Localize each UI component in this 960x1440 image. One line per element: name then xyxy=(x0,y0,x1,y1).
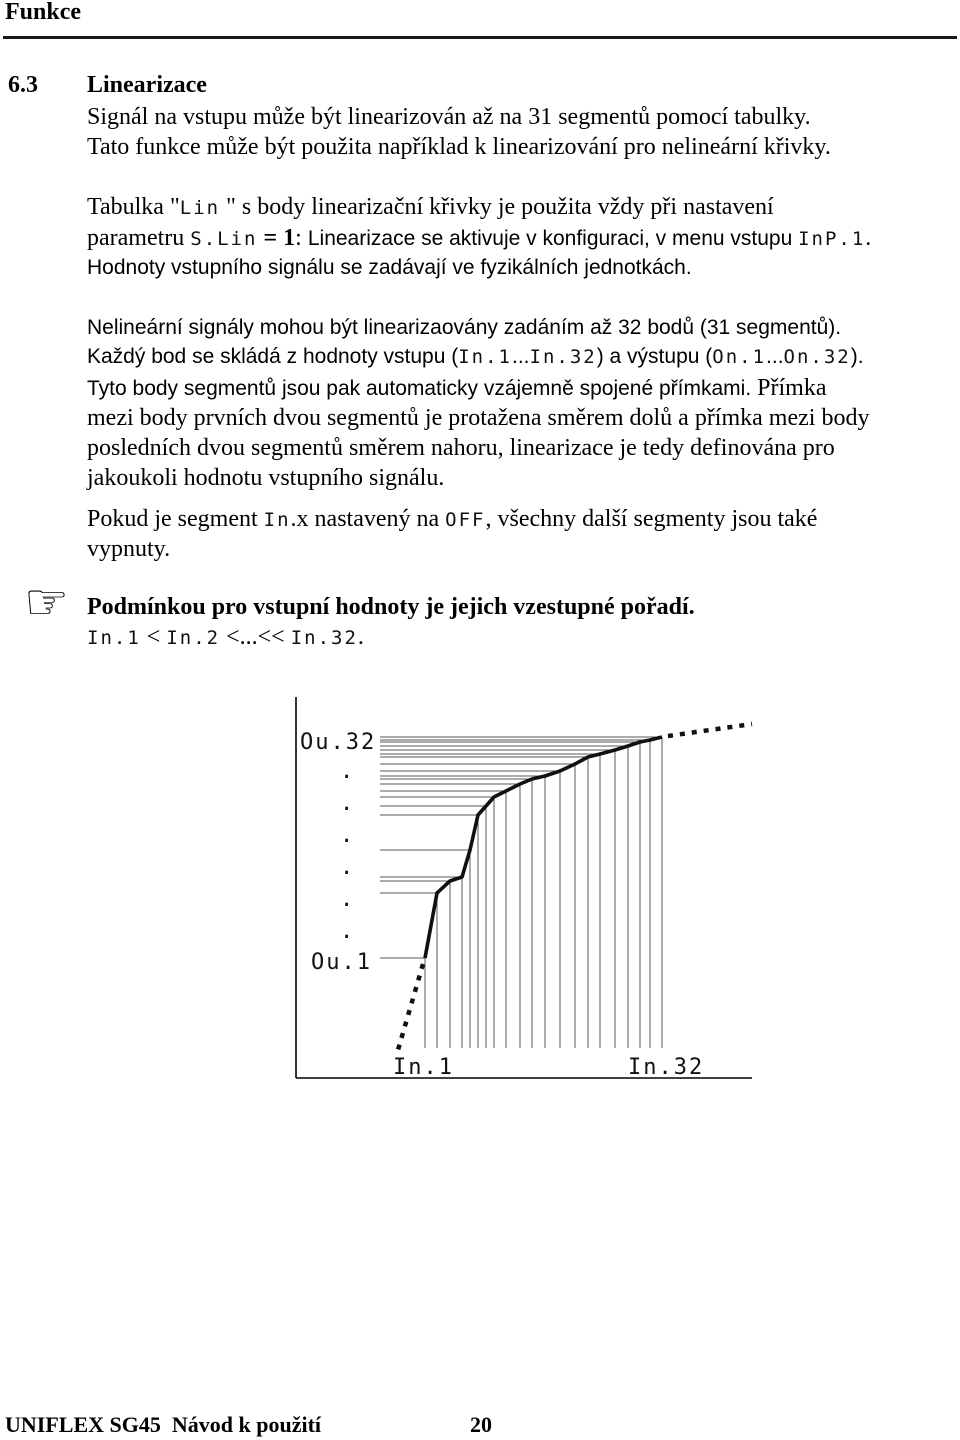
text-line: posledních dvou segmentů směrem nahoru, linearizace je tedy definována pro xyxy=(87,435,835,461)
plot-marks xyxy=(380,724,752,1050)
text-fragment: . xyxy=(357,624,364,650)
curve-extension-lower xyxy=(398,964,423,1050)
display-code: In.1 xyxy=(87,627,141,649)
text-fragment: ... xyxy=(766,345,784,368)
text-line: Nelineární signály mohou být linearizaovány zadáním až 32 bodů (31 segmentů). xyxy=(87,316,842,339)
y-label-dot: . xyxy=(340,791,356,816)
display-code: On.1 xyxy=(712,346,767,368)
y-label-dot: . xyxy=(340,855,356,880)
text-line: Signál na vstupu může být linearizován až na 31 segmentů pomocí tabulky. xyxy=(87,104,811,130)
display-code: In.2 xyxy=(166,627,221,649)
y-label-dot: . xyxy=(340,759,356,784)
y-label-top: Ou.32 xyxy=(300,730,377,755)
footer-page-number: 20 xyxy=(470,1412,492,1437)
display-code: S.Lin xyxy=(190,228,258,250)
text-fragment: .x nastavený na xyxy=(290,506,446,532)
text-fragment: . xyxy=(865,225,872,251)
x-label-first: In.1 xyxy=(393,1055,454,1080)
linearization-figure xyxy=(280,680,770,1090)
header-rule xyxy=(3,36,957,39)
display-code: In.32 xyxy=(290,627,358,649)
text-fragment: parametru xyxy=(87,225,191,251)
note-order-line xyxy=(87,622,364,653)
y-label-dot: . xyxy=(340,919,356,944)
text-fragment: Tyto body segmentů jsou pak automaticky vzájemně spojené přímkami. xyxy=(87,377,752,400)
text-fragment: , všechny další segmenty jsou také xyxy=(485,506,818,532)
display-code: Lin xyxy=(179,197,221,219)
text-fragment: ) a výstupu ( xyxy=(596,345,713,368)
text-fragment: ). xyxy=(850,345,864,368)
text-line: mezi body prvních dvou segmentů je protažena směrem dolů a přímka mezi body xyxy=(87,405,870,431)
text-line xyxy=(87,342,864,372)
y-label-dot: . xyxy=(340,823,356,848)
y-label-dot: . xyxy=(340,887,356,912)
y-label-bottom: Ou.1 xyxy=(311,950,372,975)
text-fragment: Tabulka " xyxy=(87,194,180,220)
display-code: InP.1 xyxy=(798,228,866,250)
text-line: vypnuty. xyxy=(87,536,171,562)
display-code: In xyxy=(263,509,291,531)
text-fragment: Každý bod se skládá z hodnoty vstupu ( xyxy=(87,345,459,368)
text-fragment: Pokud je segment xyxy=(87,506,264,532)
text-line: Tato funkce může být použita například k linearizování pro nelineární křivky. xyxy=(87,134,831,160)
display-code: In.32 xyxy=(529,346,597,368)
linearization-curve xyxy=(425,737,662,958)
text-fragment: Přímka xyxy=(751,375,827,401)
display-code: On.32 xyxy=(783,346,851,368)
text-line xyxy=(87,223,871,254)
note-text: Podmínkou pro vstupní hodnoty je jejich vzestupné pořadí. xyxy=(87,594,695,620)
text-fragment: Linearizace se aktivuje v konfiguraci, v menu vstupu xyxy=(307,227,799,250)
footer-manual-title: UNIFLEX SG45 Návod k použití xyxy=(5,1412,322,1437)
x-label-last: In.32 xyxy=(628,1055,705,1080)
page-header-title: Funkce xyxy=(5,0,82,25)
section-number: 6.3 xyxy=(8,72,38,98)
text-fragment: : xyxy=(295,225,308,251)
text-line xyxy=(87,192,774,223)
text-fragment: ... xyxy=(512,345,530,368)
text-fragment: <...<< xyxy=(220,624,291,650)
text-line xyxy=(87,504,817,535)
text-fragment: " s body linearizační křivky je použita vždy při nastavení xyxy=(220,194,774,220)
text-fragment: < xyxy=(140,624,167,650)
display-code: In.1 xyxy=(458,346,512,368)
curve-extension-upper xyxy=(668,724,752,736)
display-code: OFF xyxy=(445,509,486,531)
section-title: Linearizace xyxy=(87,72,207,98)
text-line xyxy=(87,373,826,404)
text-fragment: = 1 xyxy=(257,225,296,251)
text-line: Hodnoty vstupního signálu se zadávají ve fyzikálních jednotkách. xyxy=(87,256,692,279)
text-line: jakoukoli hodnotu vstupního signálu. xyxy=(87,465,445,491)
pointing-hand-icon xyxy=(24,580,86,624)
